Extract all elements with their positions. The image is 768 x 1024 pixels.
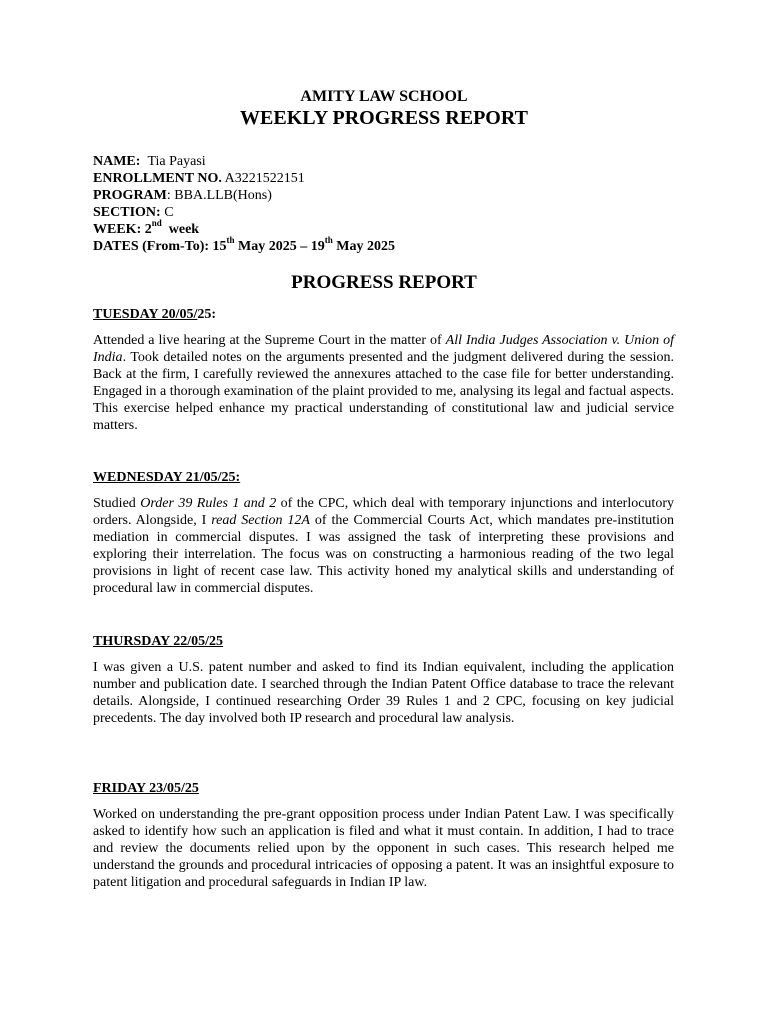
thursday-heading-text: THURSDAY 22/05/25 <box>93 634 224 649</box>
progress-report-heading: PROGRESS REPORT <box>291 272 477 293</box>
wednesday-text-1: Studied <box>93 496 141 511</box>
dates-label: DATES (From-To): <box>93 239 210 254</box>
wednesday-order-ref: Order 39 Rules 1 and 2 <box>140 496 277 511</box>
thursday-text: I was given a U.S. patent number and asked to find its Indian equivalent, including the application number and publication date. I searched through the Indian Patent Office database to trace the relevant details. Alongside, I continued researching Order 39 Rules 1 and 2 CPC, focusing on key judicial precedents. The day involved both IP research and procedural law analysis. <box>93 660 674 726</box>
wednesday-text-2: of the CPC, which deal with temporary injunctions and interlocutory orders. Alongside, I <box>93 496 674 528</box>
student-info <box>93 153 693 255</box>
name-value: Tia Payasi <box>147 154 206 169</box>
dates-from-ordinal: th <box>226 235 235 246</box>
school-name: AMITY LAW SCHOOL <box>300 88 468 105</box>
wednesday-heading <box>93 469 240 486</box>
tuesday-case-name: All India Judges Association v. Union of India <box>93 333 674 365</box>
dates-row <box>93 235 693 255</box>
dates-from-day: 15 <box>212 239 227 254</box>
name-label: NAME: <box>93 154 141 169</box>
tuesday-heading-underlined: TUESDAY 20/05/ <box>93 307 198 322</box>
dates-from-rest: May 2025 – <box>238 239 308 254</box>
report-title: WEEKLY PROGRESS REPORT <box>240 107 528 129</box>
section-label: SECTION: <box>93 205 161 220</box>
enrollment-row <box>93 170 693 187</box>
dates-to-rest: May 2025 <box>336 239 395 254</box>
week-number: 2 <box>144 222 152 237</box>
wednesday-heading-text: WEDNESDAY 21/05/25: <box>93 470 241 485</box>
tuesday-paragraph <box>93 332 674 434</box>
thursday-paragraph <box>93 659 674 727</box>
wednesday-paragraph <box>93 495 674 597</box>
week-ordinal: nd <box>151 218 162 229</box>
section-value: C <box>164 205 174 220</box>
name-row <box>93 153 693 170</box>
friday-text: Worked on understanding the pre-grant opposition process under Indian Patent Law. I was specifically asked to identify how such an application is filed and what it must contain. In addition, I had to trace and review the documents relied upon by the opponent in such cases. This research helped me understand the grounds and procedural intricacies of opposing a patent. It was an insightful exposure to patent litigation and procedural safeguards in Indian IP law. <box>93 807 674 890</box>
wednesday-text-3: of the Commercial Courts Act, which mandates pre-institution mediation in commercial disputes. I was assigned the task of interpreting these provisions and exploring their interrelation. The focus was on constructing a harmonious reading of the two legal provisions in light of recent case law. This activity honed my analytical skills and understanding of procedural law in commercial disputes. <box>93 513 674 596</box>
thursday-heading <box>93 633 223 650</box>
enrollment-label: ENROLLMENT NO. <box>93 171 222 186</box>
tuesday-text-2: . Took detailed notes on the arguments presented and the judgment delivered during the session. Back at the firm, I carefully reviewed the annexures attached to the case file for better understanding. Engaged in a thorough examination of the plaint provided to me, analysing its legal and factual aspects. This exercise helped enhance my practical understanding of constitutional law and judicial service matters. <box>93 350 674 433</box>
friday-heading-text: FRIDAY 23/05/25 <box>93 781 199 796</box>
friday-heading <box>93 780 199 797</box>
tuesday-heading <box>93 306 216 323</box>
wednesday-section-ref: read Section 12A <box>211 513 310 528</box>
tuesday-text-1: Attended a live hearing at the Supreme Court in the matter of <box>93 333 446 348</box>
dates-to-day: 19 <box>310 239 325 254</box>
dates-to-ordinal: th <box>324 235 333 246</box>
week-label: WEEK: <box>93 222 142 237</box>
enrollment-value: A3221522151 <box>224 171 305 186</box>
week-row <box>93 218 693 238</box>
program-value: : BBA.LLB(Hons) <box>166 188 272 203</box>
section-row <box>93 204 693 221</box>
friday-paragraph <box>93 806 674 891</box>
program-label: PROGRAM <box>93 188 167 203</box>
tuesday-heading-rest: 25: <box>197 307 217 322</box>
week-word: week <box>168 222 200 237</box>
program-row <box>93 187 693 204</box>
